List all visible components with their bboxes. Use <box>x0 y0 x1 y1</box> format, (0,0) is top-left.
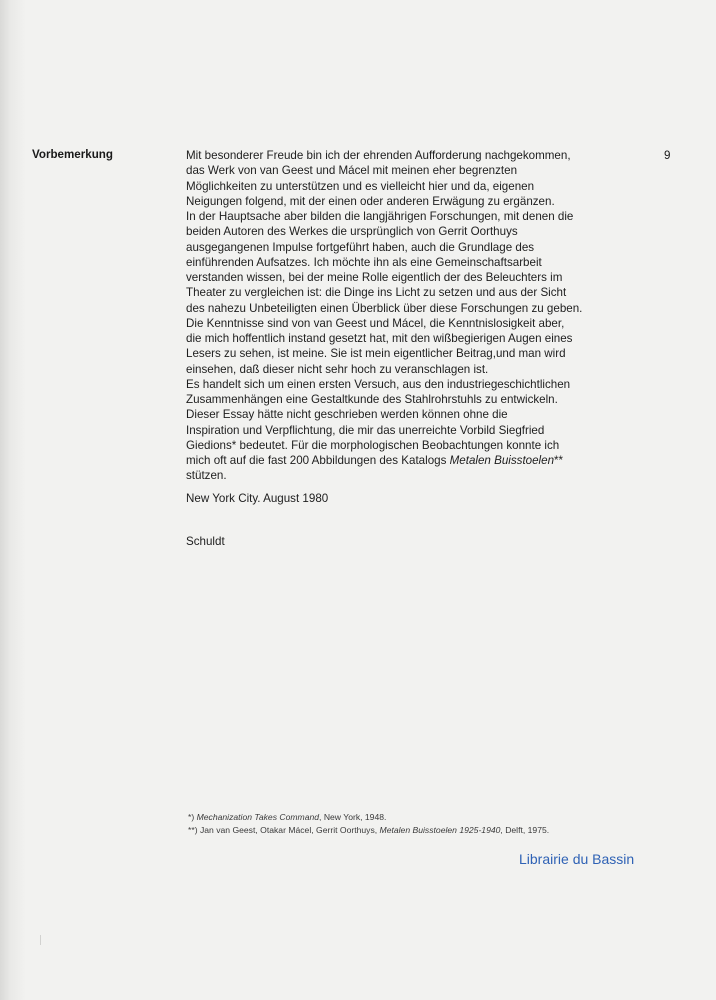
body-line: verstanden wissen, bei der meine Rolle eigentlich der des Beleuchters im <box>186 271 563 284</box>
body-line: In der Hauptsache aber bilden die langjährigen Forschungen, mit denen die <box>186 210 574 223</box>
body-line: Es handelt sich um einen ersten Versuch, aus den industriegeschichtlichen <box>186 377 571 391</box>
footnotes <box>188 811 549 837</box>
body-line: einsehen, daß dieser nicht sehr hoch zu veranschlagen ist. <box>186 362 489 376</box>
body-line: Die Kenntnisse sind von van Geest und Mácel, die Kenntnislosigkeit aber, <box>186 316 565 330</box>
body-line: Inspiration und Verpflichtung, die mir das unerreichte Vorbild Siegfried <box>186 423 545 437</box>
body-line: Theater zu vergleichen ist: die Dinge ins Licht zu setzen und aus der Sicht <box>186 286 567 300</box>
catalog-title: Metalen Buisstoelen <box>449 454 555 467</box>
footnote-marker: ** <box>554 454 564 467</box>
margin-mark <box>40 935 46 945</box>
body-line: Lesers zu sehen, ist meine. Sie ist mein eigentlicher Beitrag,und man wird <box>186 347 566 361</box>
footnote-title: Metalen Buisstoelen 1925-1940 <box>379 825 501 835</box>
body-line: stützen. <box>186 469 227 483</box>
author-signature: Schuldt <box>186 535 225 548</box>
place-date: New York City. August 1980 <box>186 492 329 505</box>
body-line: Zusammenhängen eine Gestaltkunde des Stahlrohrstuhls zu entwickeln. <box>186 393 558 406</box>
footnote-marker: *) <box>188 812 197 822</box>
footnote-rest: , New York, 1948. <box>319 812 387 822</box>
footnote-rest: , Delft, 1975. <box>500 825 550 835</box>
body-line: die mich hoffentlich instand gesetzt hat, mit den wißbegierigen Augen eines <box>186 332 573 345</box>
body-line: einführenden Aufsatzes. Ich möchte ihn als eine Gemeinschaftsarbeit <box>186 255 542 269</box>
body-line: Giedions* bedeutet. Für die morphologischen Beobachtungen konnte ich <box>186 438 560 452</box>
page-number: 9 <box>664 149 671 162</box>
body-text <box>186 148 626 484</box>
body-line: das Werk von van Geest und Mácel mit meinen eher begrenzten <box>186 164 518 178</box>
footnote-title: Mechanization Takes Command <box>196 812 320 822</box>
body-line-text: mich oft auf die fast 200 Abbildungen des Katalogs <box>186 454 450 467</box>
footnote-1 <box>188 811 549 824</box>
body-line <box>186 453 626 468</box>
footnote-marker: **) <box>188 825 200 835</box>
body-line: Möglichkeiten zu unterstützen und es vielleicht hier und da, eigenen <box>186 179 535 193</box>
section-heading: Vorbemerkung <box>32 148 113 161</box>
footnote-2 <box>188 824 549 837</box>
body-line: Neigungen folgend, mit der einen oder anderen Erwägung zu ergänzen. <box>186 194 555 208</box>
footnote-authors: Jan van Geest, Otakar Mácel, Gerrit Oorthuys, <box>199 825 380 835</box>
body-line: Dieser Essay hätte nicht geschrieben werden können ohne die <box>186 408 508 422</box>
body-line: ausgegangenen Impulse fortgeführt haben, auch die Grundlage des <box>186 240 535 254</box>
body-line: Mit besonderer Freude bin ich der ehrenden Aufforderung nachgekommen, <box>186 149 571 162</box>
watermark-text: Librairie du Bassin <box>519 851 635 867</box>
binding-shadow <box>0 0 26 1000</box>
body-line: beiden Autoren des Werkes die ursprünglich von Gerrit Oorthuys <box>186 225 518 239</box>
body-line: des nahezu Unbeteiligten einen Überblick über diese Forschungen zu geben. <box>186 301 583 315</box>
